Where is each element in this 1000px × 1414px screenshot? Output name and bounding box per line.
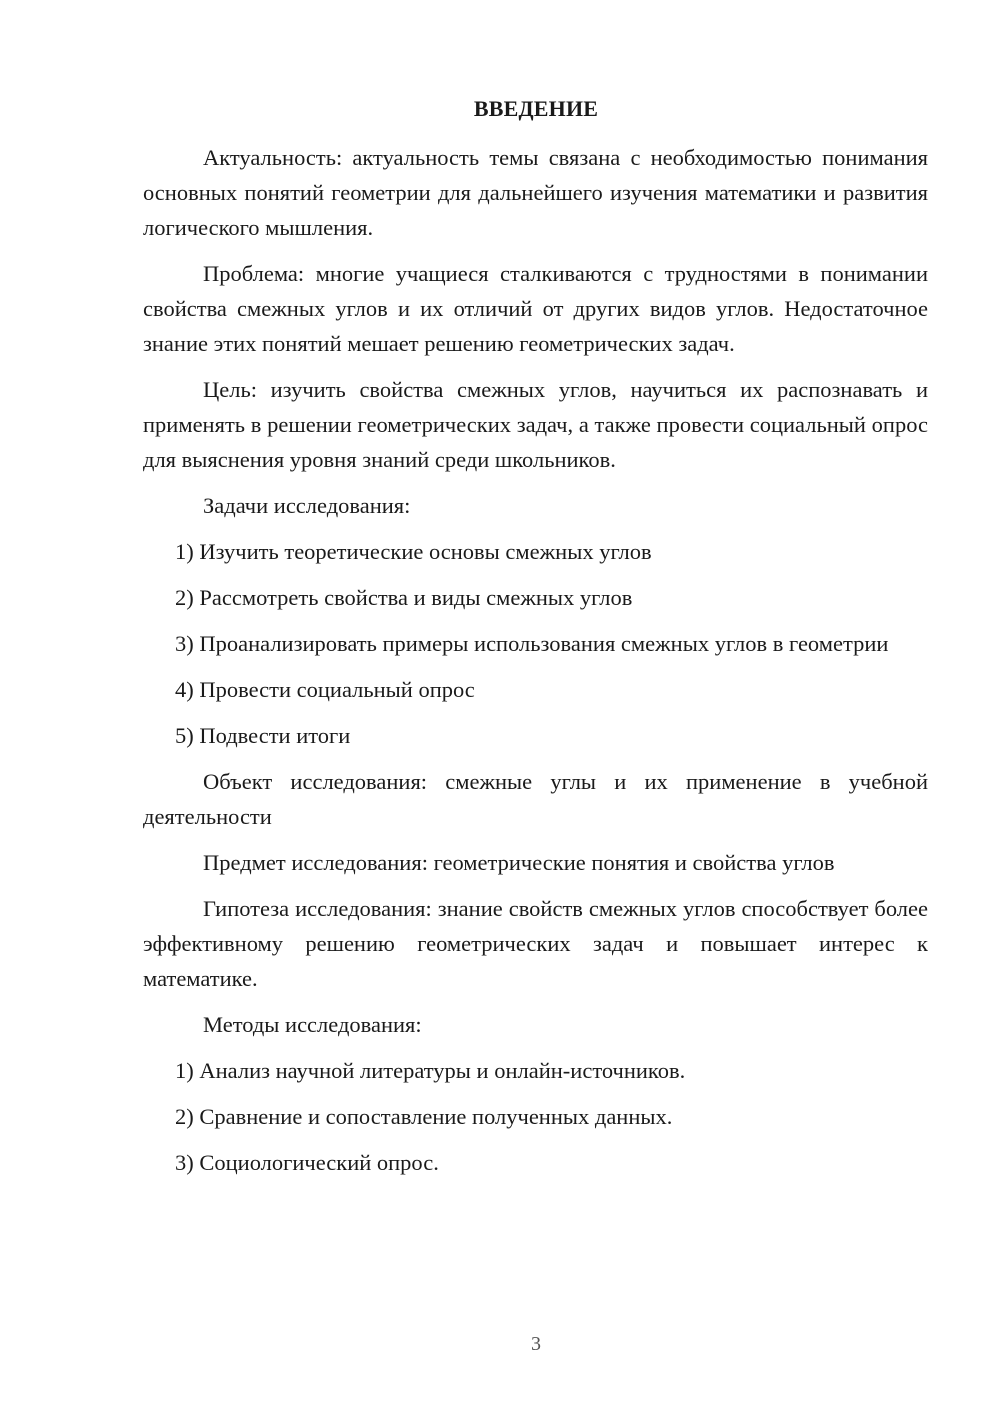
tasks-heading: Задачи исследования:: [203, 493, 411, 518]
object-paragraph: Объект исследования: смежные углы и их применение в учебной деятельности: [143, 769, 928, 829]
methods-heading: Методы исследования:: [203, 1012, 422, 1037]
problem-paragraph: Проблема: многие учащиеся сталкиваются с трудностями в понимании свойства смежных углов и их отличий от других видов углов. Недостаточное знание этих понятий мешает решению геометрических задач.: [143, 261, 928, 356]
relevance-paragraph: Актуальность: актуальность темы связана с необходимостью понимания основных понятий геометрии для дальнейшего изучения математики и развития логического мышления.: [143, 145, 928, 240]
subject-paragraph: Предмет исследования: геометрические понятия и свойства углов: [203, 850, 835, 875]
goal-paragraph: Цель: изучить свойства смежных углов, научиться их распознавать и применять в решении геометрических задач, а также провести социальный опрос для выяснения уровня знаний среди школьников.: [143, 377, 928, 472]
task-item-4: 4) Провести социальный опрос: [175, 677, 475, 702]
task-item-1: 1) Изучить теоретические основы смежных углов: [175, 539, 652, 564]
page-title: ВВЕДЕНИЕ: [473, 96, 599, 121]
method-item-2: 2) Сравнение и сопоставление полученных данных.: [175, 1104, 673, 1129]
task-item-2: 2) Рассмотреть свойства и виды смежных углов: [175, 585, 633, 610]
task-item-5: 5) Подвести итоги: [175, 723, 351, 748]
task-item-3: 3) Проанализировать примеры использования смежных углов в геометрии: [175, 631, 889, 656]
method-item-1: 1) Анализ научной литературы и онлайн-источников.: [175, 1058, 686, 1083]
hypothesis-paragraph: Гипотеза исследования: знание свойств смежных углов способствует более эффективному решению геометрических задач и повышает интерес к математике.: [143, 896, 928, 991]
page-number: 3: [531, 1333, 541, 1355]
method-item-3: 3) Социологический опрос.: [175, 1150, 439, 1175]
page-body: [143, 140, 928, 1191]
